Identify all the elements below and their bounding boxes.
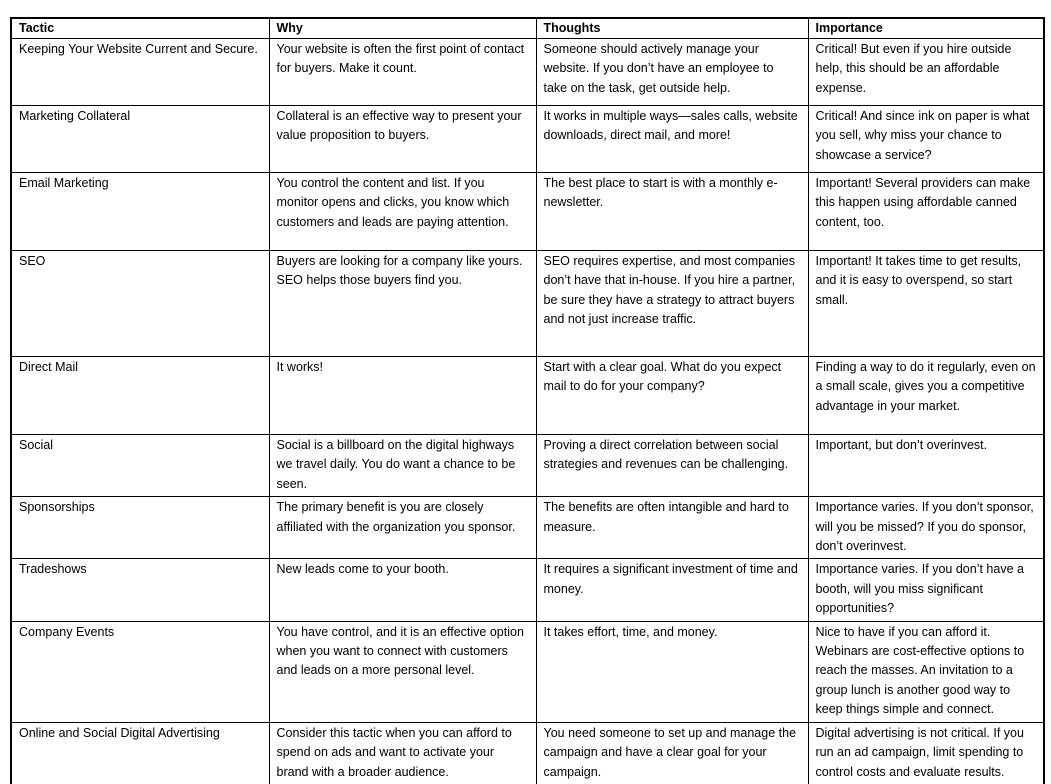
table-row bbox=[11, 251, 1044, 357]
cell-importance: Important, but don’t overinvest. bbox=[808, 435, 1044, 497]
cell-importance: Importance varies. If you don’t sponsor, will you be missed? If you do sponsor, don’t overinvest. bbox=[808, 497, 1044, 559]
marketing-tactics-table bbox=[10, 17, 1045, 784]
column-header-thoughts: Thoughts bbox=[536, 18, 808, 39]
cell-why: The primary benefit is you are closely affiliated with the organization you sponsor. bbox=[269, 497, 536, 559]
cell-thoughts: The benefits are often intangible and hard to measure. bbox=[536, 497, 808, 559]
table-row bbox=[11, 173, 1044, 251]
cell-importance: Nice to have if you can afford it. Webinars are cost-effective options to reach the masses. An invitation to a group lunch is another good way to keep things simple and connect. bbox=[808, 621, 1044, 722]
cell-why: Buyers are looking for a company like yours. SEO helps those buyers find you. bbox=[269, 251, 536, 357]
column-header-why: Why bbox=[269, 18, 536, 39]
cell-tactic: SEO bbox=[11, 251, 269, 357]
cell-tactic: Direct Mail bbox=[11, 357, 269, 435]
cell-thoughts: It requires a significant investment of time and money. bbox=[536, 559, 808, 621]
table-row bbox=[11, 39, 1044, 106]
cell-thoughts: The best place to start is with a monthly e-newsletter. bbox=[536, 173, 808, 251]
table-row bbox=[11, 497, 1044, 559]
cell-why: Consider this tactic when you can afford to spend on ads and want to activate your brand with a broader audience. bbox=[269, 722, 536, 784]
cell-tactic: Tradeshows bbox=[11, 559, 269, 621]
cell-why: Social is a billboard on the digital highways we travel daily. You do want a chance to be seen. bbox=[269, 435, 536, 497]
cell-thoughts: You need someone to set up and manage the campaign and have a clear goal for your campaign. bbox=[536, 722, 808, 784]
cell-importance: Important! Several providers can make this happen using affordable canned content, too. bbox=[808, 173, 1044, 251]
cell-tactic: Email Marketing bbox=[11, 173, 269, 251]
cell-importance: Important! It takes time to get results, and it is easy to overspend, so start small. bbox=[808, 251, 1044, 357]
cell-importance: Importance varies. If you don’t have a booth, will you miss significant opportunities? bbox=[808, 559, 1044, 621]
column-header-tactic: Tactic bbox=[11, 18, 269, 39]
cell-thoughts: It works in multiple ways—sales calls, website downloads, direct mail, and more! bbox=[536, 106, 808, 173]
cell-importance: Critical! And since ink on paper is what you sell, why miss your chance to showcase a service? bbox=[808, 106, 1044, 173]
cell-why: Collateral is an effective way to present your value proposition to buyers. bbox=[269, 106, 536, 173]
cell-thoughts: Start with a clear goal. What do you expect mail to do for your company? bbox=[536, 357, 808, 435]
cell-tactic: Sponsorships bbox=[11, 497, 269, 559]
cell-tactic: Keeping Your Website Current and Secure. bbox=[11, 39, 269, 106]
cell-thoughts: Someone should actively manage your website. If you don’t have an employee to take on the task, get outside help. bbox=[536, 39, 808, 106]
cell-importance: Finding a way to do it regularly, even on a small scale, gives you a competitive advantage in your market. bbox=[808, 357, 1044, 435]
cell-why: Your website is often the first point of contact for buyers. Make it count. bbox=[269, 39, 536, 106]
table-row bbox=[11, 559, 1044, 621]
cell-tactic: Company Events bbox=[11, 621, 269, 722]
column-header-importance: Importance bbox=[808, 18, 1044, 39]
cell-importance: Digital advertising is not critical. If you run an ad campaign, limit spending to control costs and evaluate results. bbox=[808, 722, 1044, 784]
table-row bbox=[11, 435, 1044, 497]
cell-why: You have control, and it is an effective option when you want to connect with customers and leads on a more personal level. bbox=[269, 621, 536, 722]
table-row bbox=[11, 621, 1044, 722]
table-row bbox=[11, 357, 1044, 435]
table-row bbox=[11, 722, 1044, 784]
cell-why: New leads come to your booth. bbox=[269, 559, 536, 621]
cell-thoughts: SEO requires expertise, and most companies don’t have that in-house. If you hire a partner, be sure they have a strategy to attract buyers and not just increase traffic. bbox=[536, 251, 808, 357]
cell-tactic: Online and Social Digital Advertising bbox=[11, 722, 269, 784]
cell-why: It works! bbox=[269, 357, 536, 435]
table-row bbox=[11, 106, 1044, 173]
cell-thoughts: Proving a direct correlation between social strategies and revenues can be challenging. bbox=[536, 435, 808, 497]
header-row bbox=[11, 18, 1044, 39]
cell-tactic: Marketing Collateral bbox=[11, 106, 269, 173]
cell-tactic: Social bbox=[11, 435, 269, 497]
cell-importance: Critical! But even if you hire outside help, this should be an affordable expense. bbox=[808, 39, 1044, 106]
cell-why: You control the content and list. If you monitor opens and clicks, you know which customers and leads are paying attention. bbox=[269, 173, 536, 251]
cell-thoughts: It takes effort, time, and money. bbox=[536, 621, 808, 722]
